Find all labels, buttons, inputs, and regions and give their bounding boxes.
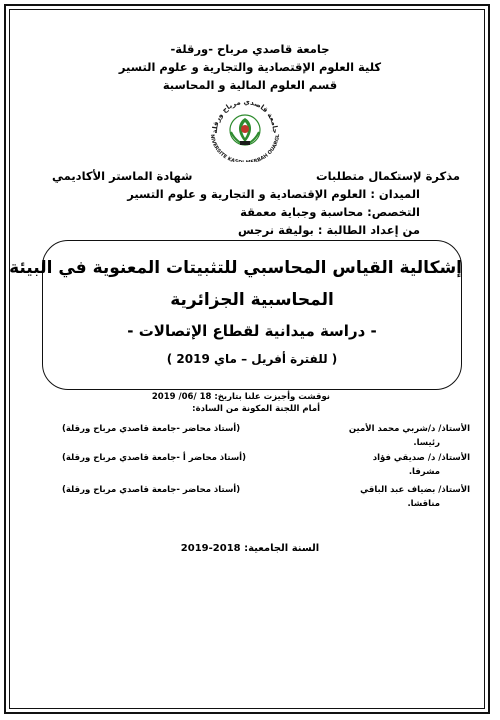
thesis-title-line2: المحاسبية الجزائرية xyxy=(170,290,334,310)
committee-member-2-rank: (أستاذ محاضر أ -جامعة قاصدي مرباح ورقلة) xyxy=(62,453,246,463)
committee-member-3-name: الأستاذ/ بضياف عبد الباقي xyxy=(360,485,470,495)
committee-intro: أمام اللجنة المكونة من السادة: xyxy=(192,404,320,414)
faculty-name: كلية العلوم الإقتصادية والتجارية و علوم التسير xyxy=(118,60,382,74)
logo-latin-text: NIVERSITE KAS RBAH OUARGL xyxy=(208,133,282,162)
committee-member-2-role: مشرفا. xyxy=(408,467,440,477)
department-name: قسم العلوم المالية و المحاسبة xyxy=(162,78,338,92)
logo-arabic-text: جامعة قاصدي مرباح ورقلة xyxy=(210,97,280,134)
committee-member-3-role: مناقشا. xyxy=(407,499,440,509)
university-name: جامعة قاصدي مرباح -ورقلة- xyxy=(170,42,330,56)
memo-prepared-by: من إعداد الطالبة : بوليفة نرجس xyxy=(238,223,420,237)
university-emblem-icon xyxy=(197,96,293,162)
academic-year: السنة الجامعية: 2018-2019 xyxy=(180,543,320,554)
committee-member-1-name: الأستاذ/ د/شربي محمد الأمين xyxy=(348,424,470,434)
committee-member-2-name: الأستاذ/ د/ صديقي فؤاد xyxy=(372,453,470,463)
thesis-title-line1: إشكالية القياس المحاسبي للتثبيتات المعنوية في البيئة xyxy=(9,258,462,278)
memo-requirement: مذكرة لإستكمال متطلبات xyxy=(316,169,460,183)
committee-member-1-rank: (أستاذ محاضر -جامعة قاصدي مرباح ورقلة) xyxy=(62,424,241,434)
memo-specialty: التخصص: محاسبة وجباية معمقة xyxy=(240,205,420,219)
memo-degree: شهادة الماستر الأكاديمي xyxy=(52,169,193,183)
university-logo xyxy=(197,96,293,162)
thesis-subtitle: - دراسة ميدانية لقطاع الإتصالات - xyxy=(127,322,377,340)
committee-member-1-role: رئيسا. xyxy=(413,438,440,448)
thesis-period: ( للفترة أفريل – ماي 2019 ) xyxy=(166,352,338,366)
memo-field: الميدان : العلوم الإقتصادية و التجارية و علوم التسير xyxy=(127,187,420,201)
defense-date: نوقشت وأجيزت علنا بتاريخ: 18 /06/ 2019 xyxy=(151,392,330,402)
committee-member-3-rank: (أستاذ محاضر -جامعة قاصدي مرباح ورقلة) xyxy=(62,485,241,495)
